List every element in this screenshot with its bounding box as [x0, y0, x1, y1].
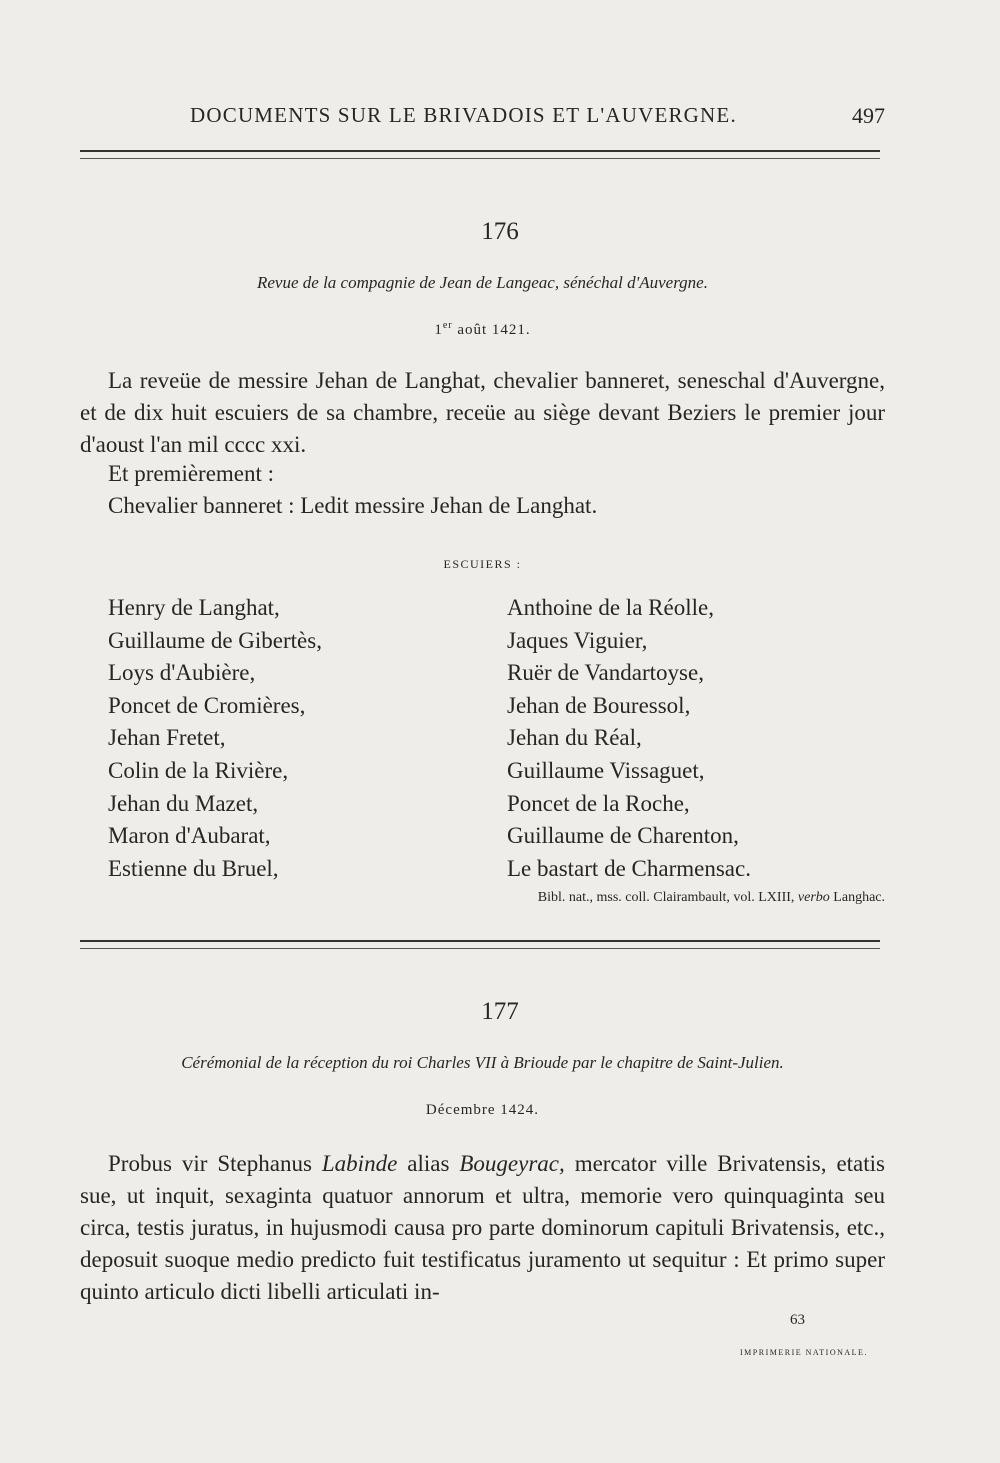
source-prefix: Bibl. nat., mss. coll. Clairambault, vol. LXIII,	[537, 890, 798, 905]
document-paragraph	[80, 1148, 885, 1308]
list-item: Ruër de Vandartoyse,	[507, 660, 704, 686]
source-italic: verbo	[797, 890, 830, 905]
date-prefix: 1	[434, 322, 443, 338]
list-item: Jehan du Mazet,	[108, 790, 259, 816]
document-date	[80, 320, 885, 339]
text-run: mercator ville Brivatensis, etatis sue, ut inquit, sexaginta quatuor annorum et ultra, memorie vero quinquaginta seu circa, testis juratus, in hujusmodi causa pro parte dominorum capituli Brivatensis, etc., deposuit suoque medio predicto fuit testificatus juramento ut sequitur : Et primo super quinto articulo dicti libelli articulati in-	[80, 1151, 885, 1304]
list-item: Loys d'Aubière,	[108, 660, 256, 686]
list-item: Guillaume de Charenton,	[507, 823, 739, 849]
list-item: Jaques Viguier,	[507, 627, 648, 653]
document-number: 177	[481, 998, 519, 1025]
list-item: Guillaume Vissaguet,	[507, 757, 705, 783]
names-column-right	[507, 592, 751, 885]
page-number: 497	[852, 103, 885, 128]
text-line: Et premièrement :	[108, 461, 275, 486]
names-column-left	[108, 592, 322, 885]
list-item: Henry de Langhat,	[108, 595, 280, 620]
section-divider	[80, 150, 880, 159]
document-number: 176	[481, 218, 519, 245]
document-title: Cérémonial de la réception du roi Charles VII à Brioude par le chapitre de Saint-Julien.	[181, 1053, 784, 1072]
list-item: Colin de la Rivière,	[108, 757, 289, 783]
list-item: Poncet de la Roche,	[507, 790, 690, 816]
text-italic: Bougeyrac,	[459, 1151, 565, 1176]
list-item: Jehan de Bouressol,	[507, 692, 691, 718]
list-item: Estienne du Bruel,	[108, 855, 279, 881]
running-head	[80, 103, 885, 133]
document-date: Décembre 1424.	[425, 1102, 540, 1118]
running-title: DOCUMENTS SUR LE BRIVADOIS ET L'AUVERGNE.	[190, 103, 737, 127]
list-item: Jehan du Réal,	[507, 725, 642, 751]
text-run: alias	[397, 1151, 460, 1176]
printer-imprint: IMPRIMERIE NATIONALE.	[740, 1348, 868, 1357]
list-item: Maron d'Aubarat,	[108, 823, 271, 849]
source-citation	[538, 890, 885, 906]
list-item: Le bastart de Charmensac.	[507, 855, 751, 881]
source-suffix: Langhac.	[829, 890, 885, 905]
list-item: Poncet de Cromières,	[108, 692, 306, 718]
document-title: Revue de la compagnie de Jean de Langeac, sénéchal d'Auvergne.	[257, 273, 708, 292]
text-run: Probus vir Stephanus	[108, 1151, 322, 1176]
text-italic: Labinde	[321, 1151, 398, 1176]
section-heading: ESCUIERS :	[443, 557, 522, 571]
date-rest: août 1421.	[452, 322, 531, 338]
date-superscript: er	[442, 320, 453, 331]
document-paragraph: La reveüe de messire Jehan de Langhat, chevalier banneret, seneschal d'Auvergne, et de dix huit escuiers de sa chambre, receüe au siège devant Beziers le premier jour d'aoust l'an mil cccc xxi.	[80, 368, 885, 457]
text-line: Chevalier banneret : Ledit messire Jehan de Langhat.	[108, 493, 598, 518]
section-divider	[80, 940, 880, 949]
list-item: Jehan Fretet,	[108, 725, 226, 751]
list-item: Anthoine de la Réolle,	[507, 595, 714, 620]
list-item: Guillaume de Gibertès,	[108, 627, 322, 653]
signature-mark: 63	[790, 1312, 805, 1328]
